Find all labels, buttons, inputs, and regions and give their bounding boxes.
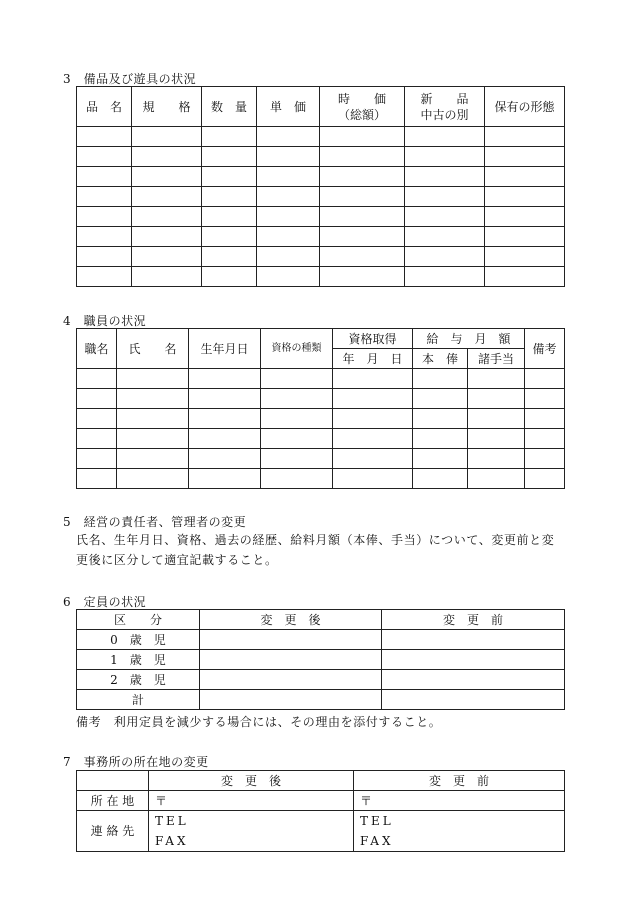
row-label-age0: 0 歳 児 — [77, 630, 200, 650]
row-label-total: 計 — [77, 690, 200, 710]
empty-cell — [132, 187, 202, 207]
empty-cell — [525, 389, 565, 409]
staff-table — [76, 328, 565, 489]
table-row — [77, 409, 565, 429]
empty-cell — [77, 429, 117, 449]
empty-cell — [257, 187, 320, 207]
header-shinpin-line2: 中古の別 — [420, 107, 469, 122]
fax-label-before: FAX — [360, 834, 394, 848]
empty-cell — [77, 227, 132, 247]
section-5-title: 5 経営の責任者、管理者の変更 — [63, 515, 247, 529]
empty-cell — [525, 369, 565, 389]
empty-cell — [333, 389, 413, 409]
row-label-age2: 2 歳 児 — [77, 670, 200, 690]
empty-cell — [333, 369, 413, 389]
empty-cell — [320, 207, 405, 227]
empty-cell — [77, 267, 132, 287]
staff-rows — [77, 369, 565, 489]
empty-cell — [468, 429, 525, 449]
header-suuryou: 数 量 — [202, 87, 257, 127]
empty-cell — [189, 429, 261, 449]
contact-before — [354, 811, 565, 852]
empty-cell — [77, 469, 117, 489]
empty-cell — [413, 409, 468, 429]
empty-cell — [320, 167, 405, 187]
header-after: 変 更 後 — [200, 610, 382, 630]
empty-cell — [202, 147, 257, 167]
empty-cell — [77, 167, 132, 187]
empty-cell — [405, 187, 485, 207]
empty-cell — [405, 147, 485, 167]
section-7-title: 7 事務所の所在地の変更 — [63, 755, 209, 769]
empty-cell — [485, 187, 565, 207]
empty-cell — [202, 127, 257, 147]
empty-cell — [117, 449, 189, 469]
table-row — [77, 247, 565, 267]
empty-cell — [261, 449, 333, 469]
postal-mark-before: 〒 — [354, 791, 565, 811]
capacity-table — [76, 609, 565, 710]
empty-cell — [202, 227, 257, 247]
empty-cell — [485, 267, 565, 287]
empty-cell — [202, 267, 257, 287]
header-hoyu: 保有の形態 — [485, 87, 565, 127]
section-5-body-line1: 氏名、生年月日、資格、過去の経歴、給料月額（本俸、手当）について、変更前と変 — [76, 533, 555, 547]
header-teate: 諸手当 — [468, 349, 525, 369]
empty-cell — [117, 409, 189, 429]
empty-cell — [257, 227, 320, 247]
empty-cell — [132, 227, 202, 247]
header-tanka: 単 価 — [257, 87, 320, 127]
cell-before — [382, 650, 565, 670]
empty-cell — [77, 127, 132, 147]
empty-cell — [132, 147, 202, 167]
cell-after — [200, 670, 382, 690]
empty-cell — [189, 389, 261, 409]
header-kikaku: 規 格 — [132, 87, 202, 127]
empty-cell — [405, 127, 485, 147]
empty-cell — [202, 187, 257, 207]
empty-cell — [485, 227, 565, 247]
empty-cell — [405, 167, 485, 187]
cell-after — [200, 650, 382, 670]
table-row — [77, 127, 565, 147]
empty-cell — [413, 369, 468, 389]
section-6-title: 6 定員の状況 — [63, 595, 147, 609]
empty-cell — [468, 369, 525, 389]
empty-cell — [405, 207, 485, 227]
empty-cell — [132, 267, 202, 287]
empty-cell — [320, 247, 405, 267]
empty-cell — [333, 429, 413, 449]
empty-cell — [257, 267, 320, 287]
empty-cell — [320, 187, 405, 207]
empty-cell — [485, 167, 565, 187]
header-hinmei: 品 名 — [77, 87, 132, 127]
cell-after — [200, 690, 382, 710]
empty-cell — [525, 429, 565, 449]
header-seinen: 生年月日 — [189, 329, 261, 369]
header-before: 変 更 前 — [354, 771, 565, 791]
section-5-body-line2: 更後に区分して適宜記載すること。 — [76, 553, 278, 567]
empty-cell — [468, 409, 525, 429]
header-shikaku: 資格の種類 — [261, 329, 333, 369]
table-row — [77, 267, 565, 287]
header-shutoku-1: 資格取得 — [333, 329, 413, 349]
empty-cell — [189, 369, 261, 389]
header-kyuyo: 給 与 月 額 — [413, 329, 525, 349]
empty-cell — [132, 247, 202, 267]
empty-cell — [468, 389, 525, 409]
postal-mark-after: 〒 — [149, 791, 354, 811]
section-3-title: 3 備品及び遊具の状況 — [63, 72, 197, 86]
contact-label: 連 絡 先 — [77, 811, 149, 852]
empty-cell — [77, 409, 117, 429]
header-shutoku-2: 年 月 日 — [333, 349, 413, 369]
equipment-table — [76, 86, 565, 287]
empty-cell — [202, 207, 257, 227]
empty-cell — [117, 469, 189, 489]
equipment-rows — [77, 127, 565, 287]
cell-before — [382, 630, 565, 650]
table-row — [77, 429, 565, 449]
empty-cell — [333, 469, 413, 489]
header-blank — [77, 771, 149, 791]
header-jika — [320, 87, 405, 127]
table-row — [77, 147, 565, 167]
tel-label-after: TEL — [155, 814, 189, 828]
contact-after — [149, 811, 354, 852]
header-shinpin-line1: 新 品 — [420, 91, 469, 106]
tel-label-before: TEL — [360, 814, 394, 828]
empty-cell — [77, 187, 132, 207]
header-kubun: 区 分 — [77, 610, 200, 630]
header-biko: 備考 — [525, 329, 565, 369]
office-table — [76, 770, 565, 852]
empty-cell — [77, 389, 117, 409]
empty-cell — [77, 449, 117, 469]
empty-cell — [117, 389, 189, 409]
empty-cell — [202, 167, 257, 187]
header-shinpin — [405, 87, 485, 127]
table-row — [77, 389, 565, 409]
empty-cell — [320, 127, 405, 147]
empty-cell — [413, 389, 468, 409]
empty-cell — [257, 167, 320, 187]
empty-cell — [320, 267, 405, 287]
empty-cell — [468, 469, 525, 489]
row-label-age1: 1 歳 児 — [77, 650, 200, 670]
empty-cell — [333, 449, 413, 469]
cell-before — [382, 670, 565, 690]
header-honpo: 本 俸 — [413, 349, 468, 369]
empty-cell — [132, 167, 202, 187]
empty-cell — [485, 127, 565, 147]
table-row — [77, 469, 565, 489]
table-row — [77, 227, 565, 247]
fax-label-after: FAX — [155, 834, 189, 848]
empty-cell — [525, 409, 565, 429]
empty-cell — [333, 409, 413, 429]
empty-cell — [77, 247, 132, 267]
empty-cell — [77, 147, 132, 167]
table-row — [77, 167, 565, 187]
empty-cell — [257, 147, 320, 167]
empty-cell — [189, 409, 261, 429]
empty-cell — [413, 429, 468, 449]
empty-cell — [485, 247, 565, 267]
empty-cell — [405, 227, 485, 247]
empty-cell — [320, 147, 405, 167]
empty-cell — [117, 429, 189, 449]
empty-cell — [261, 469, 333, 489]
section-6-note: 備考 利用定員を減少する場合には、その理由を添付すること。 — [76, 715, 442, 729]
empty-cell — [485, 147, 565, 167]
empty-cell — [117, 369, 189, 389]
header-after: 変 更 後 — [149, 771, 354, 791]
empty-cell — [261, 369, 333, 389]
empty-cell — [485, 207, 565, 227]
empty-cell — [77, 369, 117, 389]
empty-cell — [132, 127, 202, 147]
header-shokumei: 職名 — [77, 329, 117, 369]
empty-cell — [189, 469, 261, 489]
empty-cell — [413, 469, 468, 489]
empty-cell — [77, 207, 132, 227]
empty-cell — [257, 247, 320, 267]
table-row — [77, 187, 565, 207]
cell-after — [200, 630, 382, 650]
empty-cell — [405, 247, 485, 267]
header-before: 変 更 前 — [382, 610, 565, 630]
empty-cell — [468, 449, 525, 469]
empty-cell — [261, 389, 333, 409]
table-row — [77, 207, 565, 227]
empty-cell — [320, 227, 405, 247]
cell-before — [382, 690, 565, 710]
empty-cell — [405, 267, 485, 287]
empty-cell — [189, 449, 261, 469]
header-jika-line1: 時 価 — [337, 91, 386, 106]
section-4-title: 4 職員の状況 — [63, 314, 147, 328]
empty-cell — [413, 449, 468, 469]
header-shimei: 氏 名 — [117, 329, 189, 369]
address-label: 所 在 地 — [77, 791, 149, 811]
empty-cell — [257, 127, 320, 147]
empty-cell — [261, 409, 333, 429]
empty-cell — [132, 207, 202, 227]
empty-cell — [525, 469, 565, 489]
table-row — [77, 369, 565, 389]
empty-cell — [525, 449, 565, 469]
empty-cell — [202, 247, 257, 267]
empty-cell — [257, 207, 320, 227]
table-row — [77, 449, 565, 469]
empty-cell — [261, 429, 333, 449]
header-jika-line2: （総額） — [337, 107, 386, 122]
